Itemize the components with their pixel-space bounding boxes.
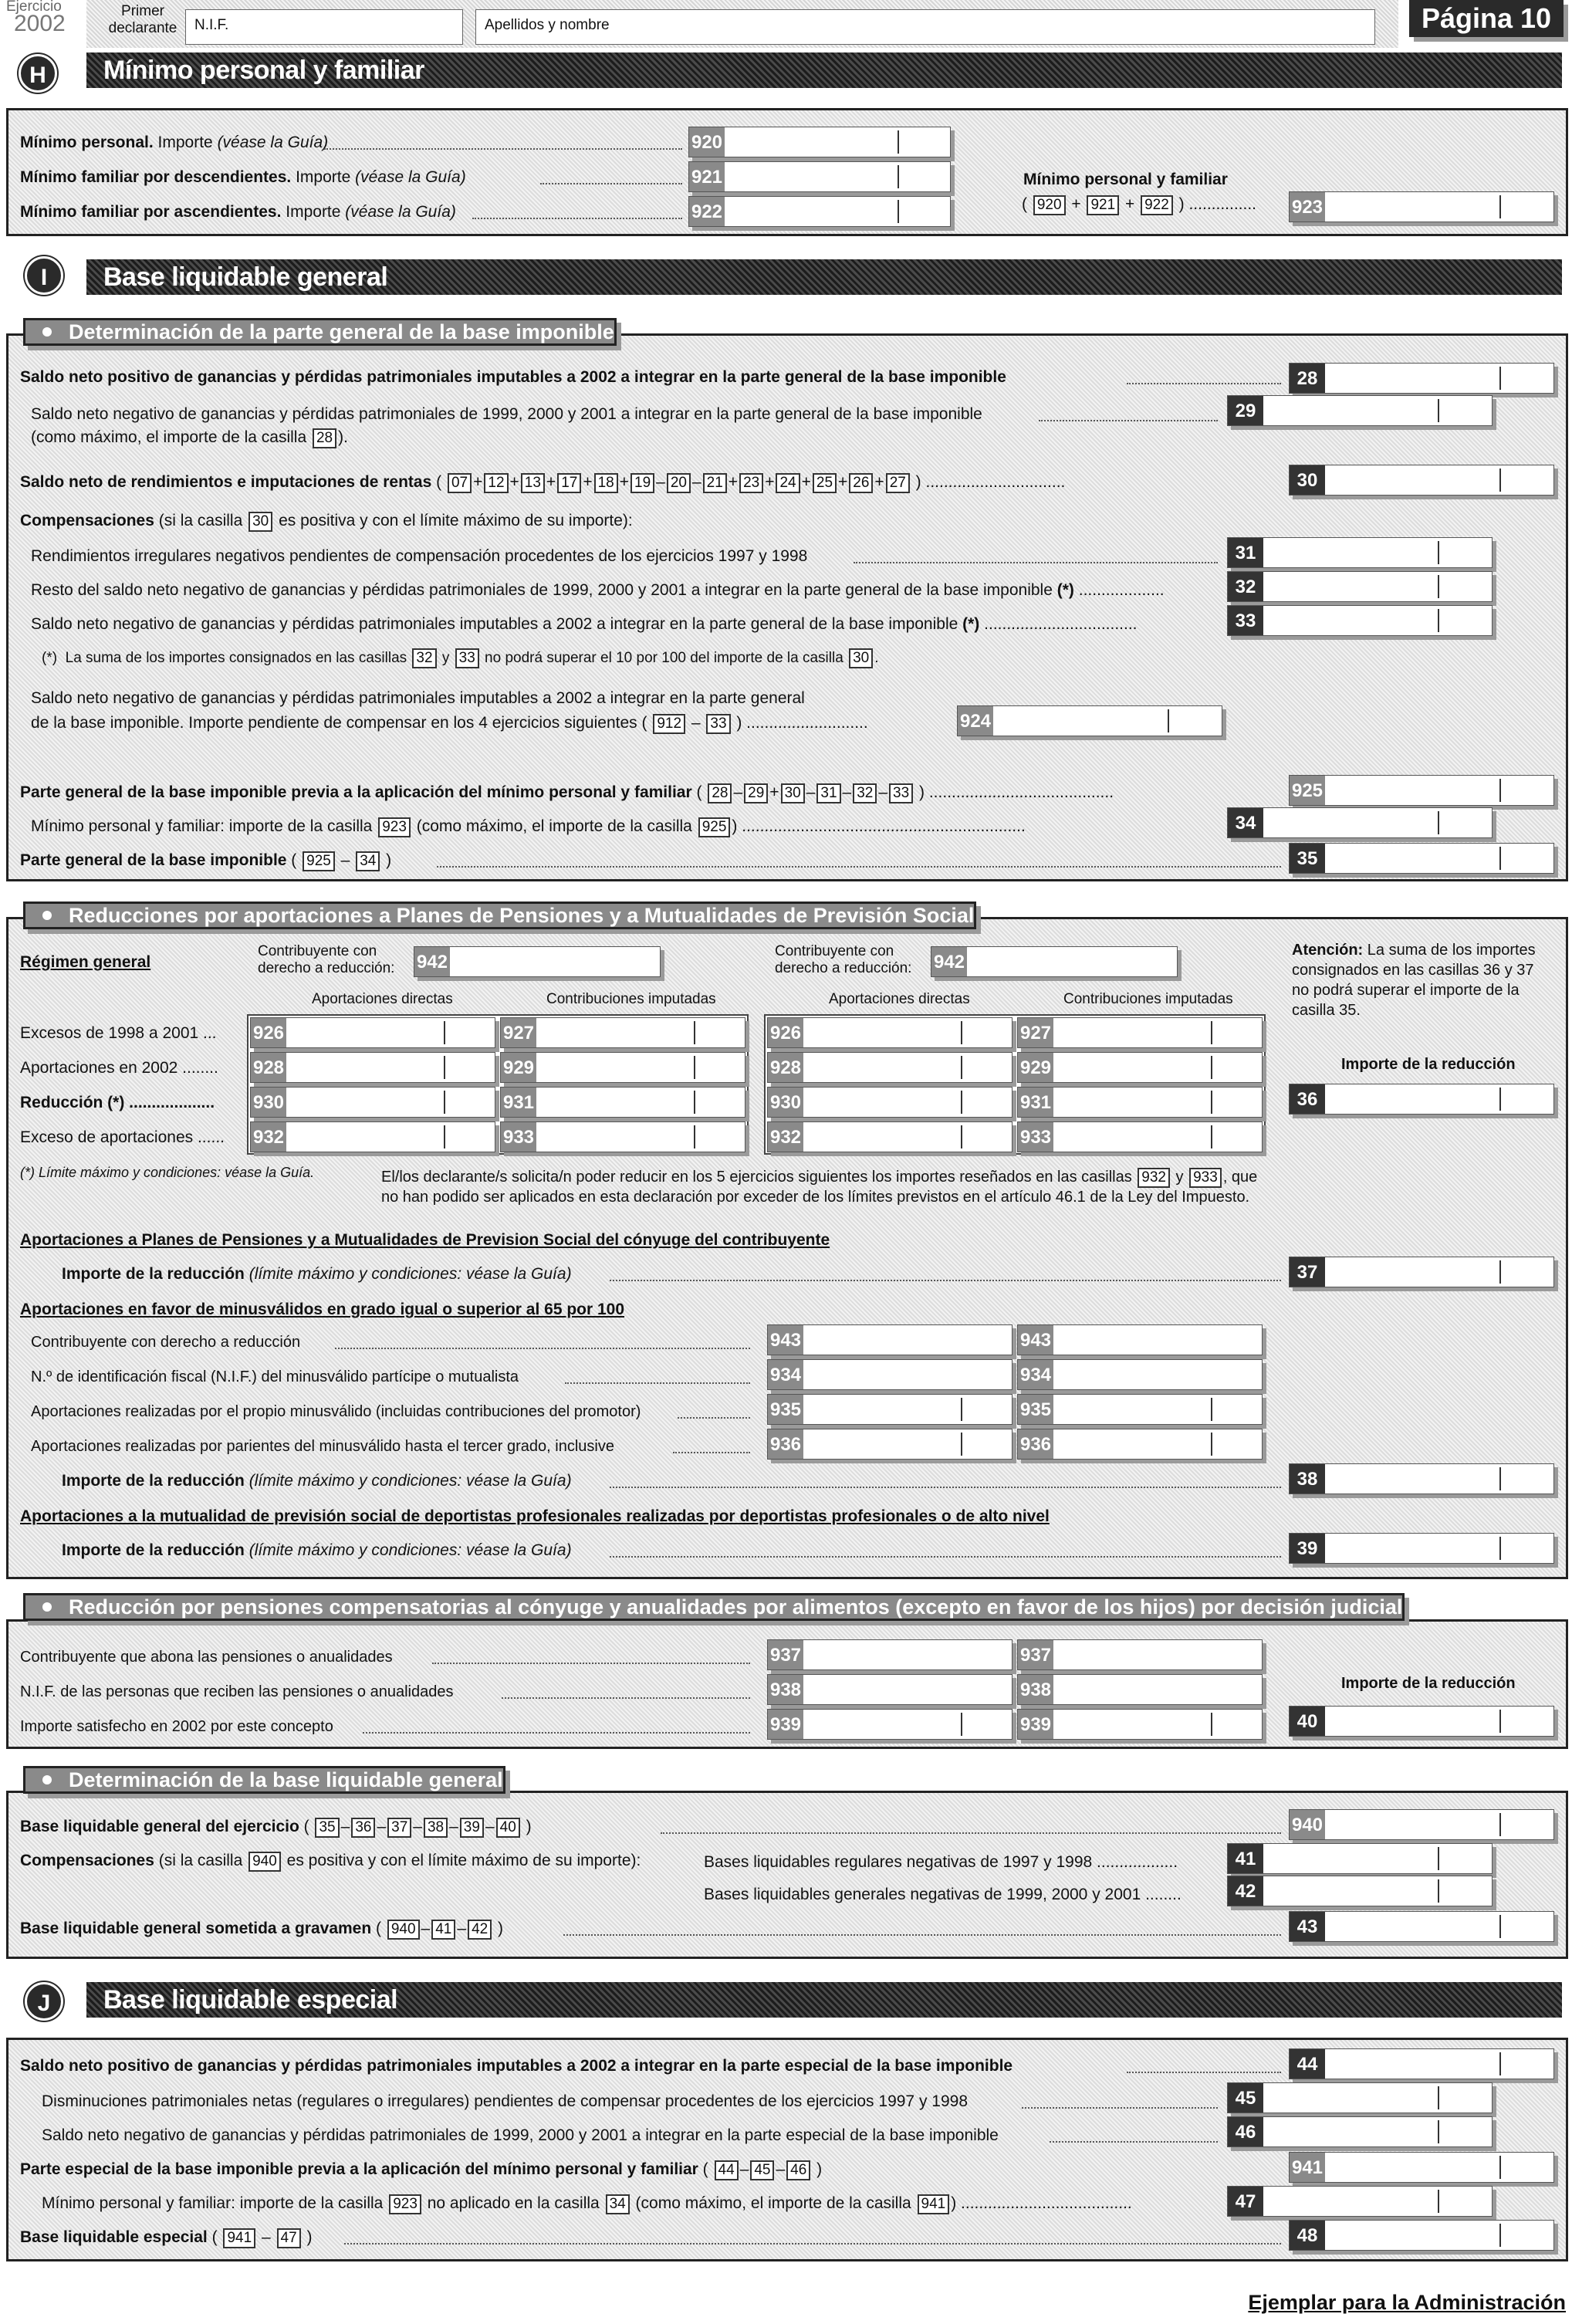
subsection-1-tab: Determinación de la parte general de la base imponible (23, 318, 617, 346)
formula-op: + (509, 473, 519, 491)
box-933[interactable] (500, 1121, 745, 1152)
row-940-dots (661, 1832, 1281, 1834)
contrib-label-2: Contribuyente con derecho a reducción: (775, 943, 912, 976)
col-header-imputadas-1: Contribuciones imputadas (546, 991, 716, 1007)
section-i-title: Base liquidable general (103, 262, 388, 292)
row-39-dots (610, 1556, 1281, 1558)
box-45[interactable]: 45 (1227, 2082, 1493, 2113)
row-940-label: Base liquidable general del ejercicio ( 35 – 36 – 37 – 38 – 39 – 40 ) (20, 1817, 532, 1838)
box-42[interactable]: 42 (1227, 1876, 1493, 1906)
formula-ref: 19 (630, 473, 654, 493)
box-928-code: 928 (251, 1053, 286, 1082)
deportistas-heading: Aportaciones a la mutualidad de previsión social de deportistas profesionales realizadas por deportistas profesionales o de alto nivel (20, 1507, 1050, 1525)
box-936-b[interactable] (1017, 1429, 1263, 1460)
formula-ref: 07 (448, 473, 472, 493)
box-935-a[interactable] (767, 1394, 1013, 1425)
atencion-note-2: consignados en las casillas 36 y 37 (1292, 962, 1534, 979)
formula-ref: 13 (521, 473, 545, 493)
box-928[interactable] (767, 1052, 1013, 1083)
box-932[interactable] (250, 1121, 495, 1152)
formula-ref: 12 (484, 473, 508, 493)
row-28-label: Saldo neto positivo de ganancias y pérdidas patrimoniales imputables a 2002 a integrar en la parte general de la base imponible (20, 368, 1006, 386)
box-940[interactable]: 940 (1289, 1809, 1554, 1840)
box-936-a[interactable] (767, 1429, 1013, 1460)
formula-ref: 25 (813, 473, 837, 493)
row-46-dots (1050, 2141, 1218, 2143)
box-930[interactable] (250, 1087, 495, 1118)
box-separator (444, 1021, 445, 1044)
box-43[interactable]: 43 (1289, 1911, 1554, 1942)
row-30-label: Saldo neto de rendimientos e imputaciones de rentas ( 07 + 12 + 13 + 17 + 18 + 19 – 20 – 21 + 23 + 24 + 25 + 26 + 27 ) ............................... (20, 472, 1065, 493)
box-934-a-code: 934 (768, 1360, 803, 1389)
pension-row-dots (432, 1663, 750, 1664)
formula-op: – (691, 473, 701, 491)
formula-op: – (656, 473, 665, 491)
box-932[interactable] (767, 1121, 1013, 1152)
minusvalido-row-label: Contribuyente con derecho a reducción (31, 1334, 301, 1351)
row-47-label: Mínimo personal y familiar: importe de la casilla 923 no aplicado en la casilla 34 (como máximo, el importe de la casilla 941 ) ...................................... (42, 2194, 1132, 2214)
row-45-label: Disminuciones patrimoniales netas (regulares o irregulares) pendientes de compensar procedentes de los ejercicios 1997 y 1998 (42, 2092, 968, 2110)
ejercicio-year: 2002 (14, 11, 66, 36)
pension-row-dots (502, 1697, 750, 1699)
box-929-code: 929 (1018, 1053, 1053, 1082)
formula-op: + (546, 473, 556, 491)
box-48[interactable]: 48 (1289, 2220, 1554, 2251)
box-938-a-code: 938 (768, 1675, 803, 1704)
reduccion-row-label: Exceso de aportaciones ...... (20, 1128, 225, 1146)
box-928-code: 928 (768, 1053, 803, 1082)
box-931-code: 931 (1018, 1088, 1053, 1117)
formula-ref: 20 (667, 473, 691, 493)
box-separator (961, 1091, 962, 1114)
conyuge-heading: Aportaciones a Planes de Pensiones y a Mutualidades de Prevision Social del cónyuge del contribuyente (20, 1231, 830, 1249)
box-939-a-code: 939 (768, 1710, 803, 1739)
box-separator (961, 1021, 962, 1044)
regimen-general-label: Régimen general (20, 953, 151, 971)
box-942-a[interactable]: 942 (414, 946, 661, 977)
section-h-title: Mínimo personal y familiar (103, 56, 424, 85)
subsection-2-tab: Reducciones por aportaciones a Planes de Pensiones y a Mutualidades de Previsión Social (23, 902, 976, 929)
row-41-label: Bases liquidables regulares negativas de 1997 y 1998 .................. (704, 1853, 1178, 1871)
row-45-dots (1022, 2107, 1218, 2109)
box-separator (898, 165, 899, 188)
box-separator (1211, 1433, 1212, 1456)
reduccion-row-label: Excesos de 1998 a 2001 ... (20, 1024, 217, 1042)
box-35[interactable]: 35 (1289, 843, 1554, 874)
box-936-a-code: 936 (768, 1429, 803, 1459)
ejercicio-label: Ejercicio (6, 0, 62, 15)
box-943-a[interactable] (767, 1324, 1013, 1355)
subsection-4-tab: Determinación de la base liquidable general (23, 1766, 505, 1794)
minusvalido-row-dots (335, 1348, 750, 1349)
box-941[interactable]: 941 (1289, 2152, 1554, 2183)
box-938-b-code: 938 (1018, 1675, 1053, 1704)
box-937-b[interactable] (1017, 1639, 1263, 1670)
col-header-imputadas-2: Contribuciones imputadas (1063, 991, 1233, 1007)
row-29-dots (1039, 420, 1218, 421)
row-48-label: Base liquidable especial ( 941 – 47 ) (20, 2228, 312, 2248)
box-933-code: 933 (501, 1122, 536, 1152)
box-929[interactable] (1017, 1052, 1263, 1083)
box-922[interactable] (688, 196, 951, 227)
pension-row-label: Importe satisfecho en 2002 por este concepto (20, 1718, 333, 1735)
subsection-3-tab: Reducción por pensiones compensatorias al cónyuge y anualidades por alimentos (excepto en favor de los hijos) por decisión judicial (23, 1593, 1405, 1621)
box-39[interactable]: 39 (1289, 1533, 1554, 1564)
note-10-percent: (*) La suma de los importes consignados en las casillas 32 y 33 no podrá superar el 10 por 100 del importe de la casilla 30 . (42, 648, 878, 668)
row-941-label: Parte especial de la base imponible previa a la aplicación del mínimo personal y familiar ( 44 – 45 – 46 ) (20, 2160, 822, 2180)
box-31[interactable]: 31 (1227, 537, 1493, 568)
h-row-label: Mínimo familiar por descendientes. Importe (véase la Guía) (20, 168, 466, 186)
formula-ref: 24 (776, 473, 800, 493)
box-37[interactable]: 37 (1289, 1257, 1554, 1287)
box-920-code: 920 (689, 127, 725, 157)
col-header-directas-1: Aportaciones directas (312, 991, 453, 1007)
section-j-marker: J (25, 1982, 63, 2021)
row-37-label: Importe de la reducción (límite máximo y condiciones: véase la Guía) (62, 1265, 572, 1283)
box-939-b-code: 939 (1018, 1710, 1053, 1739)
box-937-a[interactable] (767, 1639, 1013, 1670)
formula-ref: 18 (594, 473, 618, 493)
h-row-dots (324, 148, 682, 150)
atencion-note-3: no podrá superar el importe de la (1292, 982, 1520, 999)
minimo-total-formula: ( 920 + 921 + 922 ) ............... (1022, 195, 1256, 215)
box-separator (898, 200, 899, 223)
box-33[interactable]: 33 (1227, 605, 1493, 636)
pension-row-label: N.I.F. de las personas que reciben las pensiones o anualidades (20, 1683, 454, 1700)
row-29-label: Saldo neto negativo de ganancias y pérdidas patrimoniales de 1999, 2000 y 2001 a integrar en la parte general de la base imponible (31, 405, 982, 423)
formula-op: + (473, 473, 483, 491)
box-932-code: 932 (251, 1122, 286, 1152)
row-33-label: Saldo neto negativo de ganancias y pérdidas patrimoniales imputables a 2002 a integrar en la parte general de la base imponible (*) .................................. (31, 615, 1138, 633)
formula-op: + (838, 473, 848, 491)
box-921[interactable] (688, 161, 951, 192)
box-942-b[interactable]: 942 (931, 946, 1178, 977)
box-936-b-code: 936 (1018, 1429, 1053, 1459)
row-38-label: Importe de la reducción (límite máximo y condiciones: véase la Guía) (62, 1472, 572, 1490)
reduccion-row-label: Reducción (*) ................... (20, 1094, 215, 1111)
box-38[interactable]: 38 (1289, 1463, 1554, 1494)
formula-ref: 21 (703, 473, 727, 493)
box-932-code: 932 (768, 1122, 803, 1152)
section-h-marker: H (19, 54, 57, 93)
box-943-b[interactable] (1017, 1324, 1263, 1355)
box-separator (444, 1125, 445, 1148)
box-935-a-code: 935 (768, 1395, 803, 1424)
box-933-code: 933 (1018, 1122, 1053, 1152)
box-separator (961, 1398, 962, 1421)
row-44-dots (1127, 2072, 1281, 2073)
box-34[interactable]: 34 (1227, 807, 1493, 838)
h-row-label: Mínimo personal. Importe (véase la Guía) (20, 134, 329, 151)
box-separator (961, 1056, 962, 1079)
minusvalidos-heading: Aportaciones en favor de minusválidos en grado igual o superior al 65 por 100 (20, 1301, 625, 1318)
box-933[interactable] (1017, 1121, 1263, 1152)
box-40[interactable]: 40 (1289, 1706, 1554, 1737)
formula-op: + (801, 473, 811, 491)
row-39-label: Importe de la reducción (límite máximo y condiciones: véase la Guía) (62, 1541, 572, 1559)
pension-row-label: Contribuyente que abona las pensiones o anualidades (20, 1649, 393, 1666)
box-separator (1211, 1398, 1212, 1421)
box-928[interactable] (250, 1052, 495, 1083)
box-938-b[interactable] (1017, 1674, 1263, 1705)
box-927[interactable] (1017, 1017, 1263, 1048)
row-43-label: Base liquidable general sometida a gravamen ( 940 – 41 – 42 ) (20, 1919, 503, 1940)
row-924-label-b: de la base imponible. Importe pendiente de compensar en los 4 ejercicios siguientes ( 912 – 33 ) ........................... (31, 713, 868, 734)
box-922-code: 922 (689, 197, 725, 226)
formula-ref: 17 (557, 473, 581, 493)
minusvalido-row-dots (673, 1452, 750, 1453)
compensaciones-label: Compensaciones (si la casilla 30 es positiva y con el límite máximo de su importe): (20, 511, 633, 532)
row-35-dots (437, 866, 1281, 868)
importe-reduccion-label-36: Importe de la reducción (1341, 1056, 1516, 1073)
box-934-a[interactable] (767, 1359, 1013, 1390)
box-939-b[interactable] (1017, 1709, 1263, 1740)
row-31-label: Rendimientos irregulares negativos pendientes de compensación procedentes de los ejercicios 1997 y 1998 (31, 547, 808, 565)
row-48-dots (344, 2243, 1281, 2245)
box-934-b-code: 934 (1018, 1360, 1053, 1389)
row-43-dots (563, 1934, 1281, 1936)
formula-ref: 27 (886, 473, 910, 493)
box-28[interactable]: 28 (1289, 363, 1554, 394)
formula-ref: 26 (849, 473, 873, 493)
box-926[interactable] (250, 1017, 495, 1048)
box-separator (1211, 1091, 1212, 1114)
box-937-a-code: 937 (768, 1640, 803, 1669)
minusvalido-row-label: N.º de identificación fiscal (N.I.F.) del minusválido partícipe o mutualista (31, 1368, 519, 1385)
row-42-label: Bases liquidables generales negativas de 1999, 2000 y 2001 ........ (704, 1886, 1182, 1903)
atencion-note-4: casilla 35. (1292, 1002, 1361, 1019)
row-38-dots (610, 1487, 1281, 1488)
formula-op: + (619, 473, 629, 491)
box-929[interactable] (500, 1052, 745, 1083)
box-47[interactable]: 47 (1227, 2186, 1493, 2217)
box-926[interactable] (767, 1017, 1013, 1048)
box-920[interactable] (688, 127, 951, 157)
h-row-dots (472, 218, 682, 219)
formula-op: + (765, 473, 775, 491)
box-921-code: 921 (689, 162, 725, 191)
box-46[interactable]: 46 (1227, 2116, 1493, 2147)
box-926-code: 926 (768, 1018, 803, 1047)
h-row-label: Mínimo familiar por ascendientes. Importe (véase la Guía) (20, 203, 456, 221)
row-37-dots (610, 1280, 1281, 1281)
page-number-badge: Página 10 (1409, 0, 1564, 37)
box-41[interactable]: 41 (1227, 1843, 1493, 1874)
exceso-declaration-2: no han podido ser aplicados en esta declaración por exceder de los límites previstos en el artículo 46.1 de la Ley del Impuesto. (381, 1189, 1250, 1206)
minusvalido-row-dots (565, 1382, 750, 1384)
row-32-label: Resto del saldo neto negativo de ganancias y pérdidas patrimoniales de 1999, 2000 y 2001 a integrar en la parte general de la base imponible (*) ................... (31, 581, 1165, 599)
row-34-label: Mínimo personal y familiar: importe de la casilla 923 (como máximo, el importe de la casilla 925 ) ............................................................... (31, 817, 1026, 837)
box-separator (444, 1091, 445, 1114)
box-separator (1211, 1713, 1212, 1736)
primer-declarante-label: Primer declarante (108, 3, 177, 36)
row-31-dots (854, 562, 1218, 563)
box-930[interactable] (767, 1087, 1013, 1118)
formula-ref: 23 (739, 473, 763, 493)
limite-note: (*) Límite máximo y condiciones: véase la Guía. (20, 1165, 315, 1180)
box-separator (444, 1056, 445, 1079)
nif-label: N.I.F. (194, 17, 229, 33)
reduccion-row-label: Aportaciones en 2002 ........ (20, 1059, 218, 1077)
box-927-code: 927 (501, 1018, 536, 1047)
row-924-label-a: Saldo neto negativo de ganancias y pérdidas patrimoniales imputables a 2002 a integrar en la parte general (31, 689, 805, 707)
box-931-code: 931 (501, 1088, 536, 1117)
row-46-label: Saldo neto negativo de ganancias y pérdidas patrimoniales de 1999, 2000 y 2001 a integrar en la parte especial de la base imponible (42, 2126, 999, 2144)
exceso-declaration-1: El/los declarante/s solicita/n poder reducir en los 5 ejercicios siguientes los importes reseñados en las casillas 932 y 933 , que (381, 1167, 1257, 1188)
importe-reduccion-label-40: Importe de la reducción (1341, 1675, 1516, 1692)
section-i-marker: I (25, 256, 63, 295)
h-row-dots (540, 183, 682, 184)
box-939-a[interactable] (767, 1709, 1013, 1740)
box-924[interactable]: 924 (957, 705, 1222, 736)
box-935-b[interactable] (1017, 1394, 1263, 1425)
minusvalido-row-label: Aportaciones realizadas por parientes del minusválido hasta el tercer grado, inclusive (31, 1438, 614, 1455)
box-separator (694, 1021, 695, 1044)
box-929-code: 929 (501, 1053, 536, 1082)
box-930-code: 930 (251, 1088, 286, 1117)
box-927[interactable] (500, 1017, 745, 1048)
contrib-label-1: Contribuyente con derecho a reducción: (258, 943, 395, 976)
formula-op: + (874, 473, 884, 491)
box-926-code: 926 (251, 1018, 286, 1047)
box-925[interactable]: 925 (1289, 775, 1554, 806)
box-937-b-code: 937 (1018, 1640, 1053, 1669)
section-j-title: Base liquidable especial (103, 1985, 398, 2014)
box-931[interactable] (500, 1087, 745, 1118)
box-separator (1211, 1125, 1212, 1148)
box-separator (961, 1713, 962, 1736)
footer-copy-label: Ejemplar para la Administración (1248, 2291, 1566, 2314)
row-29-sub: (como máximo, el importe de la casilla 28 ). (31, 428, 348, 448)
box-923[interactable]: 923 (1289, 191, 1554, 222)
box-separator (1211, 1021, 1212, 1044)
box-943-a-code: 943 (768, 1325, 803, 1355)
minimo-total-label: Mínimo personal y familiar (1023, 171, 1228, 188)
box-36[interactable]: 36 (1289, 1084, 1554, 1115)
box-927-code: 927 (1018, 1018, 1053, 1047)
box-separator (961, 1433, 962, 1456)
nombre-field[interactable] (475, 9, 1375, 45)
box-separator (1211, 1056, 1212, 1079)
row-44-label: Saldo neto positivo de ganancias y pérdidas patrimoniales imputables a 2002 a integrar en la parte especial de la base imponible (20, 2057, 1013, 2075)
formula-op: + (583, 473, 593, 491)
box-938-a[interactable] (767, 1674, 1013, 1705)
row-28-dots (1127, 383, 1281, 384)
box-separator (694, 1056, 695, 1079)
row-35-label: Parte general de la base imponible ( 925 – 34 ) (20, 851, 391, 871)
pension-row-dots (363, 1732, 750, 1734)
nombre-label: Apellidos y nombre (485, 17, 610, 33)
formula-op: + (728, 473, 739, 491)
box-931[interactable] (1017, 1087, 1263, 1118)
box-separator (694, 1091, 695, 1114)
box-943-b-code: 943 (1018, 1325, 1053, 1355)
box-separator (961, 1125, 962, 1148)
box-44[interactable]: 44 (1289, 2048, 1554, 2079)
box-934-b[interactable] (1017, 1359, 1263, 1390)
box-930-code: 930 (768, 1088, 803, 1117)
box-32[interactable]: 32 (1227, 571, 1493, 602)
box-separator (694, 1125, 695, 1148)
box-29[interactable]: 29 (1227, 395, 1493, 426)
box-30[interactable]: 30 (1289, 465, 1554, 496)
box-935-b-code: 935 (1018, 1395, 1053, 1424)
box-separator (898, 130, 899, 154)
minusvalido-row-label: Aportaciones realizadas por el propio minusválido (incluidas contribuciones del promotor) (31, 1403, 641, 1420)
atencion-note: Atención: La suma de los importes (1292, 942, 1536, 959)
row-925-label: Parte general de la base imponible previa a la aplicación del mínimo personal y familiar ( 28 – 29 + 30 – 31 – 32 – 33 ) ......................................... (20, 783, 1114, 803)
minusvalido-row-dots (678, 1417, 750, 1419)
compensaciones-2-label: Compensaciones (si la casilla 940 es positiva y con el límite máximo de su importe): (20, 1851, 641, 1872)
col-header-directas-2: Aportaciones directas (829, 991, 970, 1007)
